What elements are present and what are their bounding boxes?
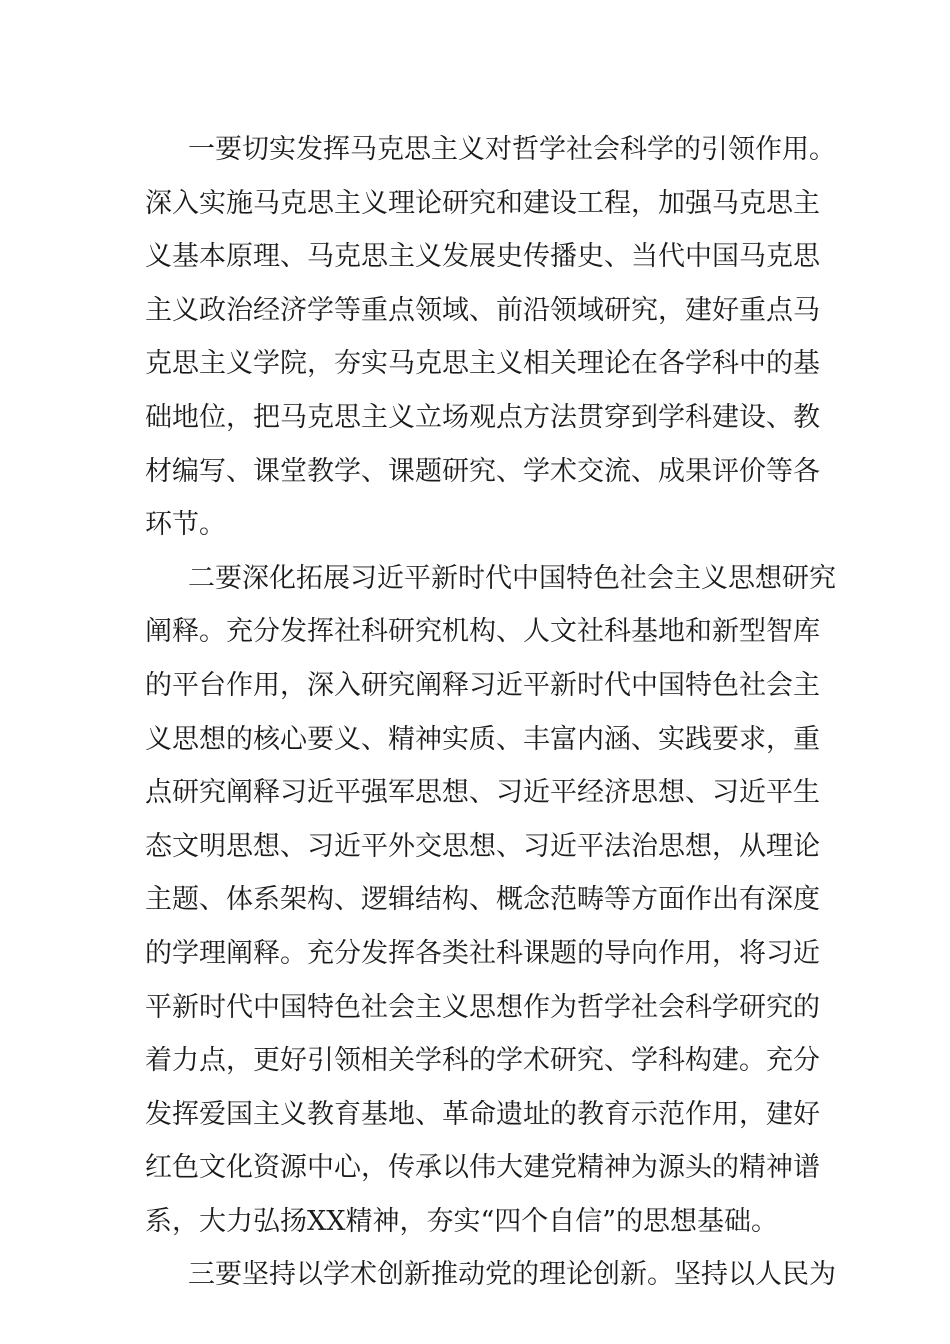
text-line: 材编写、课堂教学、课题研究、学术交流、成果评价等各 [145,455,820,487]
text-line: 主题、体系架构、逻辑结构、概念范畴等方面作出有深度 [145,884,820,916]
text-line: 二要深化拓展习近平新时代中国特色社会主义思想研究 [188,562,836,594]
document-body [145,123,836,1302]
text-line: 础地位，把马克思主义立场观点方法贯穿到学科建设、教 [145,401,820,433]
text-line: 义思想的核心要义、精神实质、丰富内涵、实践要求，重 [145,723,820,755]
text-line: 红色文化资源中心，传承以伟大建党精神为源头的精神谱 [145,1152,820,1184]
text-line: 态文明思想、习近平外交思想、习近平法治思想，从理论 [145,830,820,862]
text-line: 义基本原理、马克思主义发展史传播史、当代中国马克思 [145,241,820,273]
text-line: 发挥爱国主义教育基地、革命遗址的教育示范作用，建好 [145,1098,820,1130]
text-line: 环节。 [145,509,226,541]
text-line: 主义政治经济学等重点领域、前沿领域研究，建好重点马 [145,294,820,326]
text-line: 的学理阐释。充分发挥各类社科课题的导向作用，将习近 [145,937,820,969]
text-line: 深入实施马克思主义理论研究和建设工程，加强马克思主 [145,187,820,219]
text-line: 平新时代中国特色社会主义思想作为哲学社会科学研究的 [145,991,820,1023]
text-line: 着力点，更好引领相关学科的学术研究、学科构建。充分 [145,1045,820,1077]
text-line: 的平台作用，深入研究阐释习近平新时代中国特色社会主 [145,669,820,701]
text-line: 一要切实发挥马克思主义对哲学社会科学的引领作用。 [188,134,836,165]
text-line: 系，大力弘扬XX精神，夯实“四个自信”的思想基础。 [145,1205,779,1237]
text-line: 三要坚持以学术创新推动党的理论创新。坚持以人民为 [188,1259,836,1291]
text-line: 阐释。充分发挥社科研究机构、人文社科基地和新型智库 [145,616,820,648]
text-line: 点研究阐释习近平强军思想、习近平经济思想、习近平生 [145,777,820,809]
text-line: 克思主义学院，夯实马克思主义相关理论在各学科中的基 [145,348,820,380]
